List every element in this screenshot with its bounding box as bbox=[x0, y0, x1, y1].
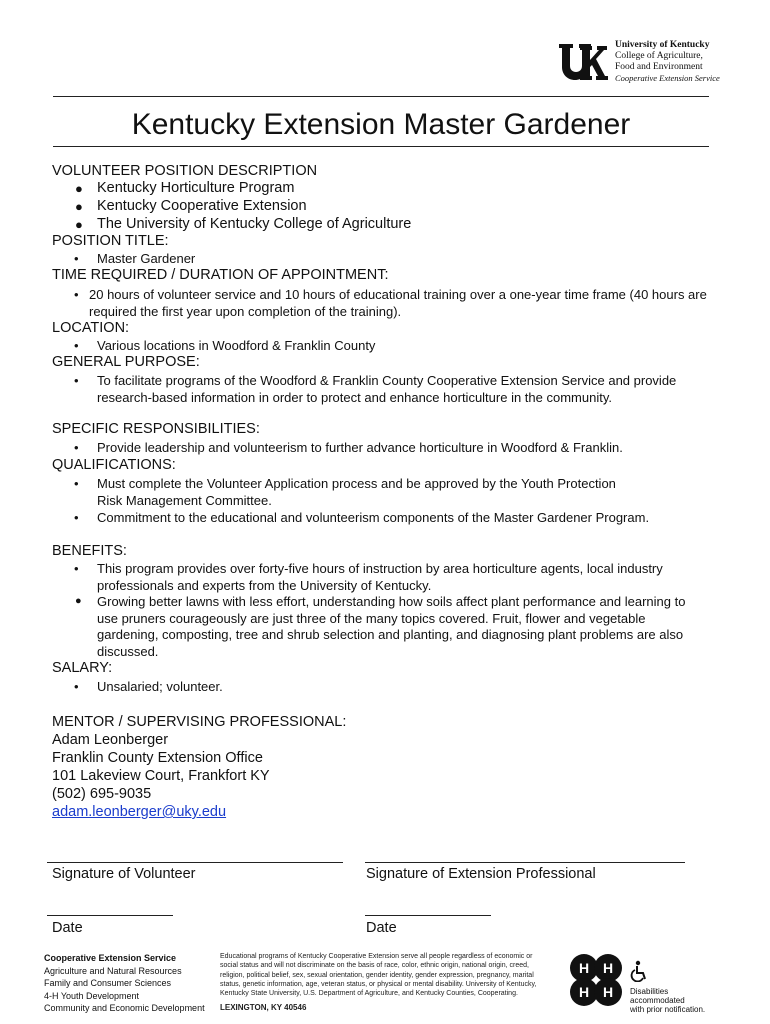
disabilities-line: accommodated bbox=[630, 996, 685, 1005]
list-item: 20 hours of volunteer service and 10 hours of educational training over a one-year time frame (40 hours are required the first year upon completion of the training). bbox=[89, 287, 707, 319]
svg-text:H: H bbox=[602, 960, 614, 976]
list-item: Must complete the Volunteer Application process and be approved by the Youth Protection Risk Management Committee. bbox=[97, 476, 616, 508]
disabilities-line: with prior notification. bbox=[630, 1005, 706, 1014]
section-heading-location: LOCATION: bbox=[52, 320, 130, 336]
college-line-2: Food and Environment bbox=[615, 62, 703, 72]
bullet-icon: ● bbox=[75, 181, 83, 196]
bullet-icon: • bbox=[74, 510, 79, 525]
4h-clover-icon bbox=[566, 950, 626, 1012]
bullet-icon: ● bbox=[75, 217, 83, 232]
footer-city: LEXINGTON, KY 40546 bbox=[220, 1003, 307, 1013]
header-rule bbox=[53, 96, 709, 97]
svg-text:H: H bbox=[602, 984, 614, 1000]
mentor-office: Franklin County Extension Office bbox=[52, 750, 263, 766]
bullet-icon: ● bbox=[75, 595, 82, 607]
footer-statement: Educational programs of Kentucky Cooperative Extension serve all people regardless of economic or social status and will not discriminate on the basis of race, color, ethnic origin, national origin, creed, religion, political belief, sex, sexual orientation, gender identity, gender expression, pregnancy, marital status, genetic information, age, veteran status, or physical or mental disability. University of Kentucky, Kentucky State University, U.S. Department of Agriculture, and Kentucky Counties, Cooperating. bbox=[220, 953, 537, 998]
list-item: Unsalaried; volunteer. bbox=[97, 679, 223, 694]
bullet-icon: • bbox=[74, 440, 79, 455]
volunteer-date-label: Date bbox=[52, 920, 83, 936]
section-heading-benefits: BENEFITS: bbox=[52, 543, 127, 559]
professional-date-label: Date bbox=[366, 920, 397, 936]
footer-program: 4-H Youth Development bbox=[44, 990, 140, 1001]
footer-program: Agriculture and Natural Resources bbox=[44, 965, 182, 976]
accessibility-icon bbox=[630, 960, 648, 982]
service-name: Cooperative Extension Service bbox=[615, 73, 720, 83]
section-heading-position: POSITION TITLE: bbox=[52, 233, 169, 249]
section-heading-purpose: GENERAL PURPOSE: bbox=[52, 354, 200, 370]
list-item: To facilitate programs of the Woodford & Franklin County Cooperative Extension Service and provide research-based information in order to protect and enhance horticulture in the community. bbox=[97, 373, 677, 405]
list-item: The University of Kentucky College of Agriculture bbox=[97, 216, 412, 232]
list-item: Master Gardener bbox=[97, 251, 196, 266]
svg-text:H: H bbox=[578, 960, 590, 976]
bullet-icon: • bbox=[74, 561, 79, 576]
list-item: Provide leadership and volunteerism to further advance horticulture in Woodford & Franklin. bbox=[97, 440, 623, 455]
footer-programs bbox=[44, 952, 205, 1015]
volunteer-signature-label: Signature of Volunteer bbox=[52, 866, 196, 882]
volunteer-date-line[interactable] bbox=[47, 915, 173, 916]
bullet-icon: • bbox=[74, 679, 79, 694]
professional-signature-label: Signature of Extension Professional bbox=[366, 866, 596, 882]
disabilities-note bbox=[630, 987, 705, 1014]
bullet-icon: • bbox=[74, 287, 79, 302]
footer-program: Community and Economic Development bbox=[44, 1003, 205, 1013]
college-line-1: College of Agriculture, bbox=[615, 51, 703, 61]
list-item: This program provides over forty-five hours of instruction by area horticulture agents, local industry professionals and experts from the University of Kentucky. bbox=[97, 561, 663, 593]
section-heading-responsibilities: SPECIFIC RESPONSIBILITIES: bbox=[52, 421, 260, 437]
page-title: Kentucky Extension Master Gardener bbox=[131, 108, 631, 141]
list-item: Growing better lawns with less effort, understanding how soils affect plant performance and learning to use pruners courageously are just three of the many topics covered. Fruit, flower and vegetable gardening, composting, tree and shrub selection and planting, and diagnosing plant problems are also discussed. bbox=[97, 594, 686, 659]
bullet-icon: • bbox=[74, 338, 79, 353]
mentor-heading: MENTOR / SUPERVISING PROFESSIONAL: bbox=[52, 714, 347, 730]
bullet-icon: ● bbox=[75, 199, 83, 214]
section-heading-volunteer: VOLUNTEER POSITION DESCRIPTION bbox=[52, 163, 318, 179]
bullet-icon: • bbox=[74, 476, 79, 491]
mentor-phone: (502) 695-9035 bbox=[52, 786, 152, 802]
professional-date-line[interactable] bbox=[365, 915, 491, 916]
section-heading-time: TIME REQUIRED / DURATION OF APPOINTMENT: bbox=[52, 267, 389, 283]
uk-wordmark bbox=[615, 40, 720, 84]
list-item: Various locations in Woodford & Franklin County bbox=[97, 338, 376, 353]
university-name: University of Kentucky bbox=[615, 40, 710, 50]
bullet-icon: • bbox=[74, 373, 79, 388]
list-item: Kentucky Cooperative Extension bbox=[97, 198, 307, 214]
footer-program: Family and Consumer Sciences bbox=[44, 978, 172, 988]
section-heading-salary: SALARY: bbox=[52, 660, 113, 676]
list-item: Kentucky Horticulture Program bbox=[97, 180, 295, 196]
footer-statement-block bbox=[220, 952, 550, 1013]
list-item: Commitment to the educational and volunteerism components of the Master Gardener Program. bbox=[97, 510, 650, 525]
svg-text:H: H bbox=[578, 984, 590, 1000]
disabilities-line: Disabilities bbox=[630, 987, 669, 996]
section-heading-qualifications: QUALIFICATIONS: bbox=[52, 457, 176, 473]
title-rule bbox=[53, 146, 709, 147]
mentor-email-link[interactable]: adam.leonberger@uky.edu bbox=[52, 804, 227, 820]
mentor-address: 101 Lakeview Court, Frankfort KY bbox=[52, 768, 270, 784]
professional-signature-line[interactable] bbox=[365, 862, 685, 863]
volunteer-signature-line[interactable] bbox=[47, 862, 343, 863]
bullet-icon: • bbox=[74, 251, 79, 266]
footer-service: Cooperative Extension Service bbox=[44, 953, 177, 963]
uk-logo-icon bbox=[557, 42, 609, 82]
mentor-name: Adam Leonberger bbox=[52, 732, 169, 748]
